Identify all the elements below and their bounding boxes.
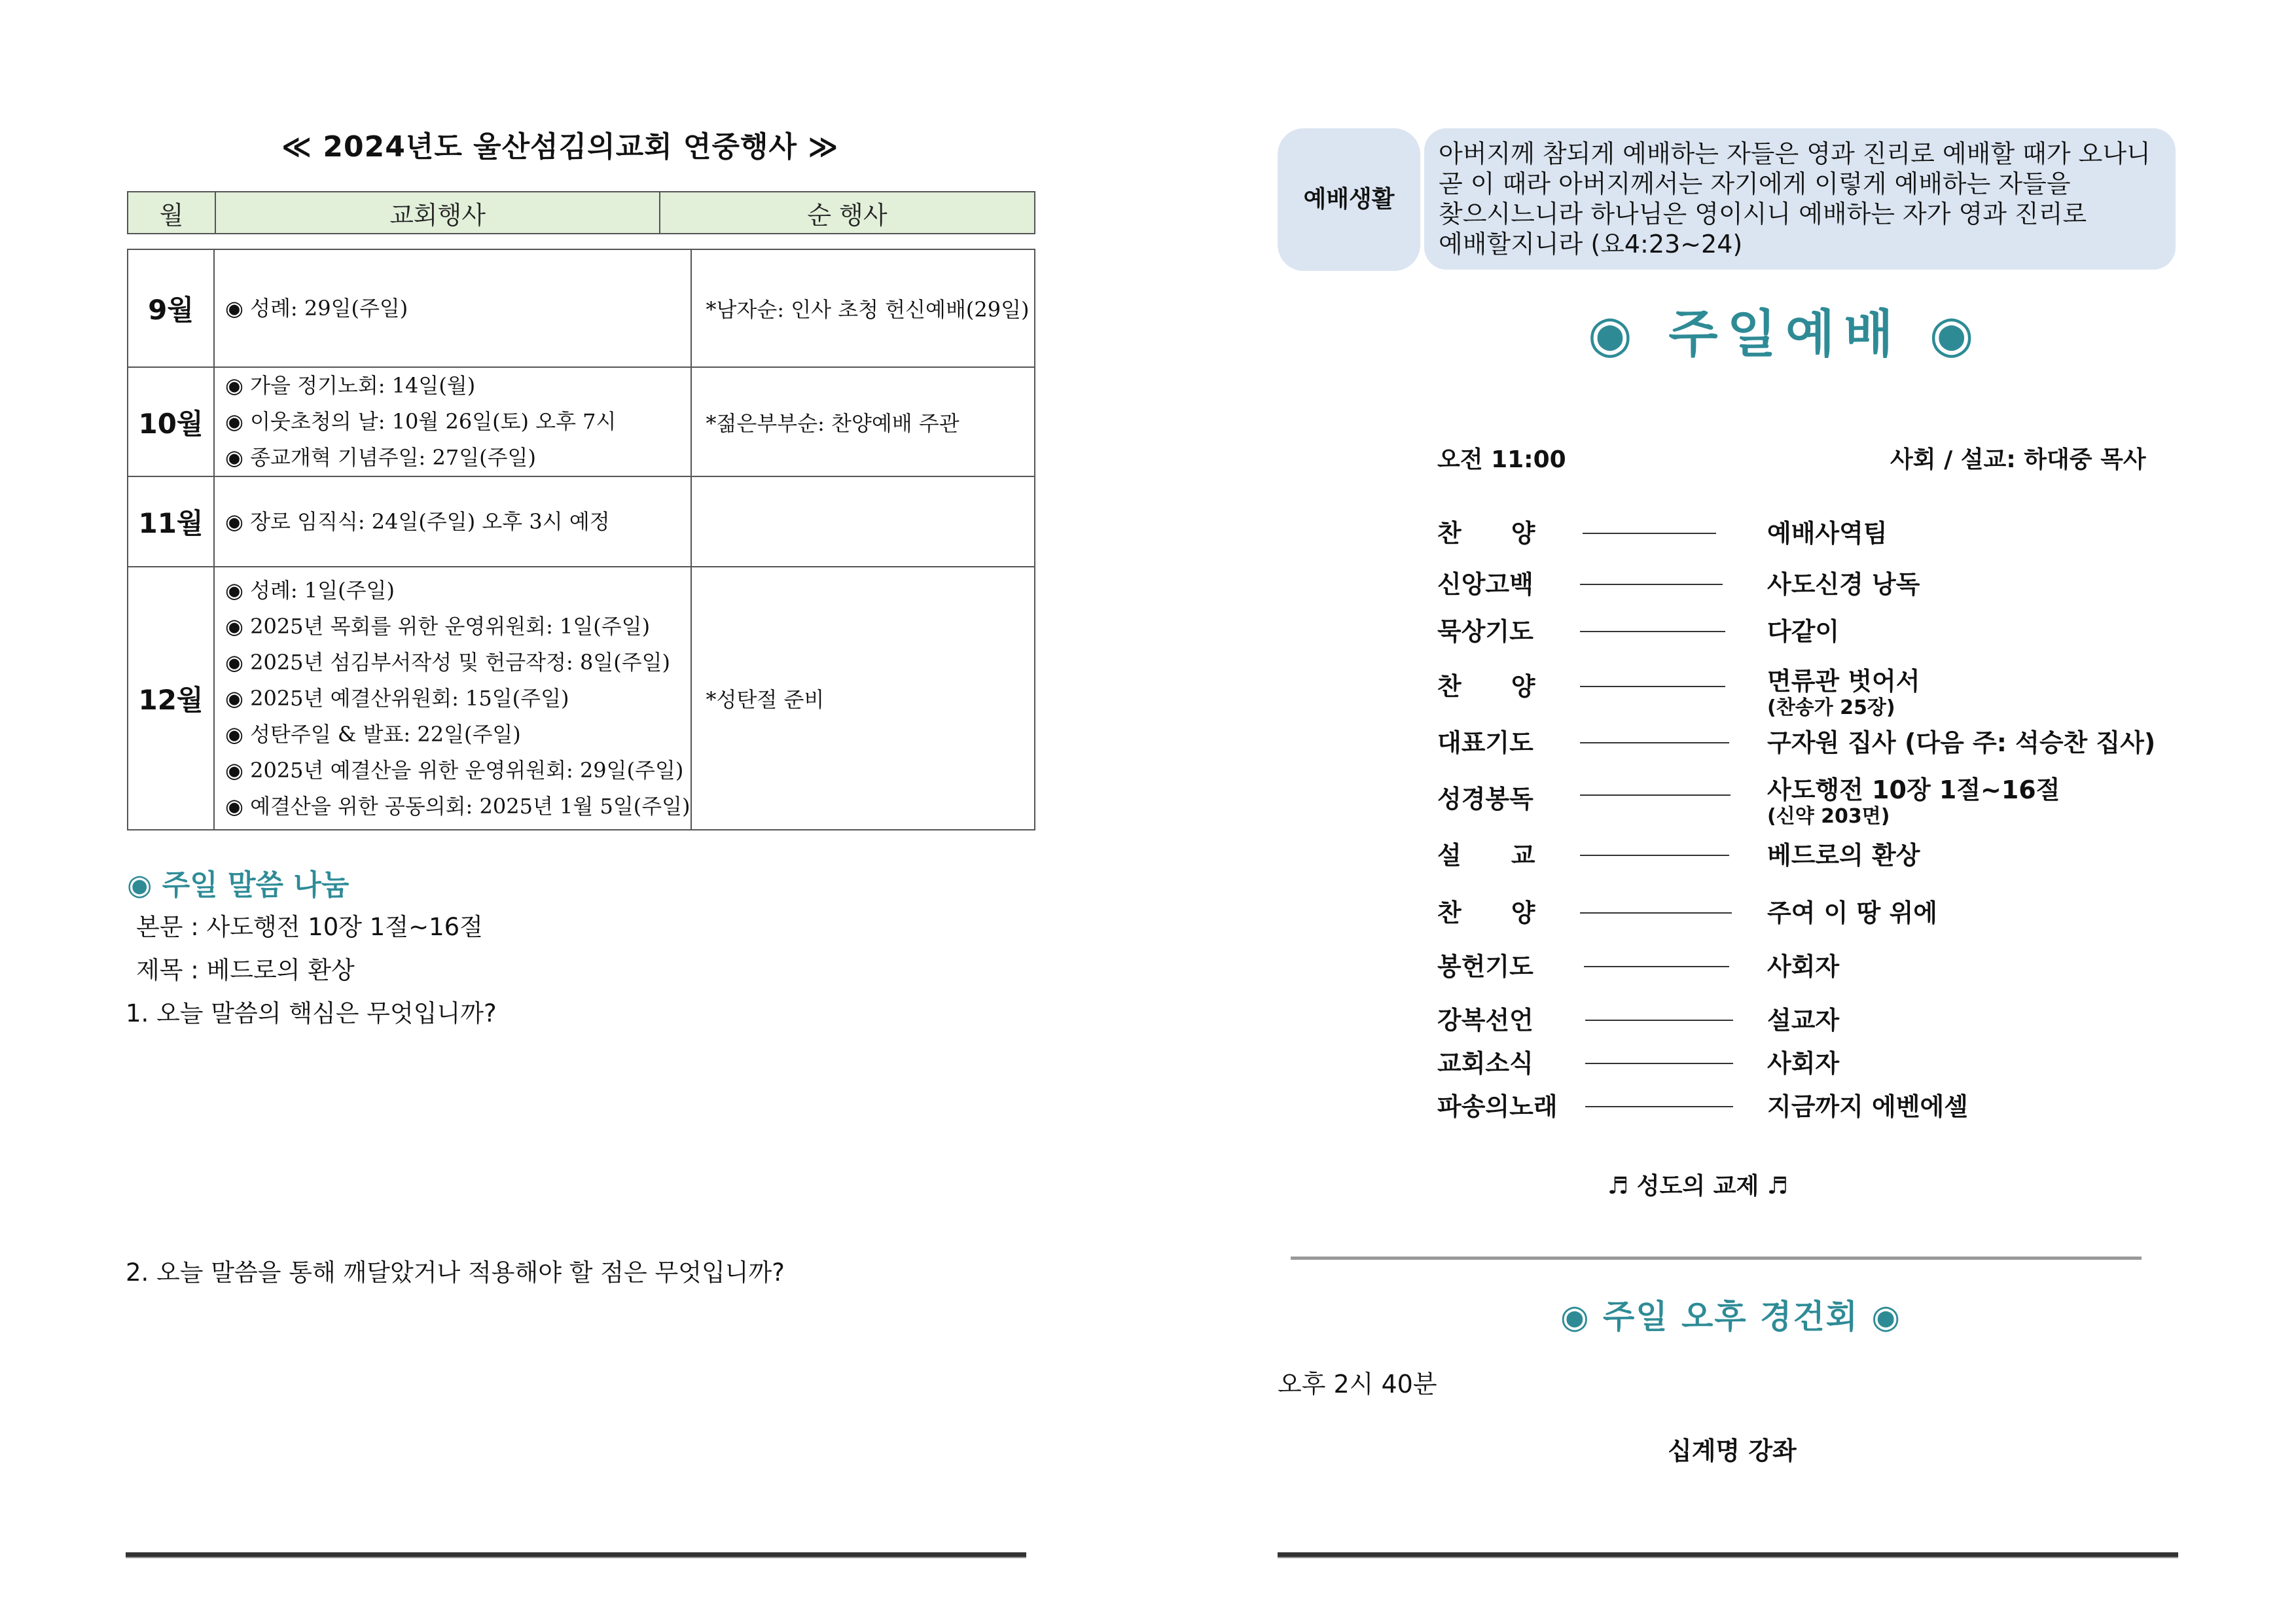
- church-events-cell: [214, 367, 691, 476]
- order-item: [1437, 946, 2223, 986]
- event-item: ◉ 예결산을 위한 공동의회: 2025년 1월 5일(주일): [225, 793, 691, 819]
- order-item: [1437, 513, 2223, 552]
- church-events-cell: [214, 567, 691, 830]
- church-events-cell: [214, 476, 691, 567]
- order-label: 찬 양: [1437, 519, 1535, 548]
- event-item: ◉ 2025년 목회를 위한 운영위원회: 1일(주일): [225, 613, 651, 639]
- page-title: ≪ 2024년도 울산섬김의교회 연중행사 ≫: [281, 130, 839, 164]
- order-value: 지금까지 에벤에셀: [1767, 1092, 1968, 1121]
- event-item: ◉ 이웃초청의 날: 10월 26일(토) 오후 7시: [225, 409, 617, 434]
- order-leader-line: [1583, 533, 1716, 534]
- header-group-events: 순 행사: [660, 192, 1035, 234]
- table-row: [128, 367, 1035, 476]
- order-value: 예배사역팀: [1767, 519, 1888, 548]
- order-value: 사도신경 낭독: [1767, 570, 1920, 599]
- event-item: ◉ 2025년 섬김부서작성 및 헌금작정: 8일(주일): [225, 649, 671, 675]
- order-item: [1437, 1000, 2223, 1039]
- order-leader-line: [1585, 1063, 1733, 1064]
- sharing-text: 본문 : 사도행전 10장 1절~16절: [136, 913, 483, 941]
- scripture-line: 예배할지니라 (요4:23~24): [1439, 230, 1743, 259]
- order-label: 파송의노래: [1437, 1092, 1558, 1121]
- header-church-events: 교회행사: [215, 192, 660, 234]
- event-item: ◉ 성례: 1일(주일): [225, 577, 395, 603]
- afternoon-title: ◉ 주일 오후 경건회 ◉: [1560, 1298, 1901, 1336]
- group-event-cell: *젊은부부순: 찬양예배 주관: [691, 367, 1035, 476]
- order-value: [1767, 770, 2060, 828]
- order-value: 베드로의 환상: [1767, 841, 1920, 870]
- order-label: 설 교: [1437, 841, 1535, 870]
- order-item: [1437, 1086, 2223, 1126]
- order-value-main: 면류관 벗어서: [1767, 667, 1920, 696]
- month-cell: 12월: [128, 567, 214, 830]
- event-item: ◉ 가을 정기노회: 14일(월): [225, 373, 476, 398]
- event-item: ◉ 종교개혁 기념주일: 27일(주일): [225, 445, 536, 470]
- order-label: 대표기도: [1437, 728, 1534, 757]
- event-item: ◉ 2025년 예결산을 위한 운영위원회: 29일(주일): [225, 757, 684, 783]
- bottom-divider: [126, 1552, 1026, 1558]
- order-leader-line: [1580, 584, 1723, 585]
- order-leader-line: [1580, 912, 1732, 914]
- worship-life-label: 예배생활: [1303, 186, 1395, 213]
- order-label: 찬 양: [1437, 899, 1535, 927]
- order-label: 강복선언: [1437, 1006, 1534, 1035]
- church-events-cell: [214, 249, 691, 367]
- order-leader-line: [1585, 1106, 1733, 1107]
- order-leader-line: [1580, 855, 1729, 856]
- sharing-subject: 제목 : 베드로의 환상: [136, 956, 355, 984]
- group-event-cell: *성탄절 준비: [691, 567, 1035, 830]
- scripture-line: 찾으시느니라 하나님은 영이시니 예배하는 자가 영과 진리로: [1439, 200, 2087, 228]
- order-leader-line: [1580, 794, 1731, 796]
- order-value: 설교자: [1767, 1006, 1840, 1035]
- event-item: ◉ 장로 임직식: 24일(주일) 오후 3시 예정: [225, 508, 610, 534]
- scripture-line: 곧 이 때라 아버지께서는 자기에게 이렇게 예배하는 자들을: [1439, 169, 2071, 198]
- event-item: ◉ 성탄주일 & 발표: 22일(주일): [225, 721, 521, 747]
- group-event-cell: *남자순: 인사 초청 헌신예배(29일): [691, 249, 1035, 367]
- worship-time: 오전 11:00: [1437, 446, 1566, 473]
- bottom-divider-right: [1278, 1552, 2178, 1558]
- order-label: 찬 양: [1437, 672, 1535, 701]
- order-value-sub: (찬송가 25장): [1767, 696, 1895, 719]
- order-item: [1437, 661, 2223, 719]
- header-month: 월: [128, 192, 215, 234]
- worship-life-label-box: [1278, 128, 1420, 271]
- order-label: 교회소식: [1437, 1049, 1534, 1078]
- schedule-header: [127, 191, 1035, 234]
- order-item: [1437, 835, 2223, 874]
- event-item: ◉ 2025년 예결산위원회: 15일(주일): [225, 685, 569, 711]
- order-value: 주여 이 땅 위에: [1767, 899, 1937, 927]
- month-cell: 10월: [128, 367, 214, 476]
- order-value-main: 사도행전 10장 1절~16절: [1767, 776, 2060, 804]
- worship-leader: 사회 / 설교: 하대중 목사: [1890, 446, 2146, 473]
- order-value: 사회자: [1767, 952, 1840, 981]
- order-label: 묵상기도: [1437, 617, 1534, 646]
- question-2: 2. 오늘 말씀을 통해 깨달았거나 적용해야 할 점은 무엇입니까?: [126, 1258, 785, 1287]
- order-item: [1437, 770, 2223, 828]
- order-leader-line: [1580, 742, 1729, 743]
- afternoon-program: 십계명 강좌: [1668, 1436, 1797, 1465]
- section-divider: [1291, 1257, 2142, 1260]
- order-value: 다같이: [1767, 617, 1840, 646]
- question-1: 1. 오늘 말씀의 핵심은 무엇입니까?: [126, 999, 497, 1027]
- order-leader-line: [1580, 686, 1725, 687]
- worship-title: ◉ 주일예배 ◉: [1588, 305, 1983, 364]
- order-leader-line: [1584, 966, 1729, 967]
- order-value: 구자원 집사 (다음 주: 석승찬 집사): [1767, 728, 2156, 757]
- order-label: 봉헌기도: [1437, 952, 1534, 981]
- order-item: [1437, 893, 2223, 932]
- order-value: [1767, 661, 1920, 719]
- table-row: [128, 476, 1035, 567]
- order-item: [1437, 722, 2223, 762]
- order-leader-line: [1585, 1020, 1733, 1021]
- order-item: [1437, 611, 2223, 651]
- table-row: [128, 249, 1035, 367]
- order-item: [1437, 1043, 2223, 1082]
- group-event-cell: [691, 476, 1035, 567]
- event-item: ◉ 성례: 29일(주일): [225, 295, 408, 321]
- order-item: [1437, 564, 2223, 603]
- order-label: 신앙고백: [1437, 570, 1534, 599]
- scripture-line: 아버지께 참되게 예배하는 자들은 영과 진리로 예배할 때가 오나니: [1439, 139, 2151, 168]
- order-label: 성경봉독: [1437, 785, 1534, 813]
- fellowship-note: ♬ 성도의 교제 ♬: [1607, 1173, 1789, 1200]
- month-cell: 11월: [128, 476, 214, 567]
- afternoon-time: 오후 2시 40분: [1278, 1370, 1437, 1399]
- order-value-sub: (신약 203면): [1767, 805, 1890, 828]
- sharing-heading: ◉ 주일 말씀 나눔: [127, 868, 350, 902]
- order-leader-line: [1580, 631, 1725, 632]
- schedule-table: [127, 249, 1035, 830]
- month-cell: 9월: [128, 249, 214, 367]
- table-row: [128, 567, 1035, 830]
- order-value: 사회자: [1767, 1049, 1840, 1078]
- scripture-box: [1424, 128, 2176, 270]
